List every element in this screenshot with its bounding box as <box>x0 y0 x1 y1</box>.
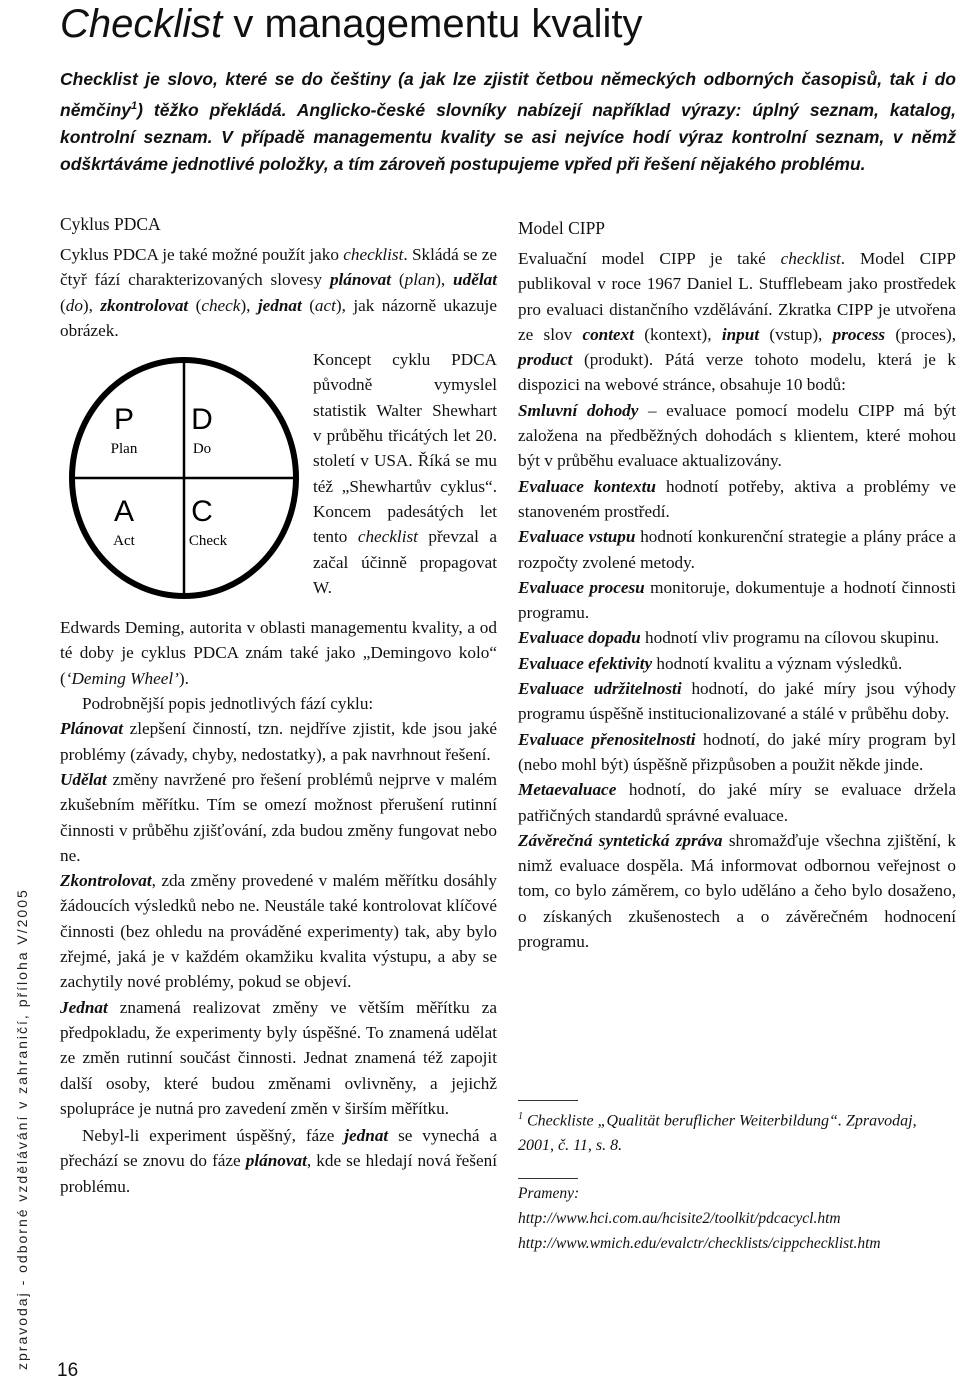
term: plánovat <box>329 270 392 290</box>
cipp-item-term: Evaluace udržitelnosti <box>518 679 682 699</box>
text: Edwards Deming, autorita v oblasti managementu kvality, a od té doby je cyklus PDCA znám také jako „Demingovo kolo“ ( <box>60 618 497 688</box>
text: ( <box>60 295 66 315</box>
pdca-paragraph-1 <box>60 242 497 343</box>
intro-paragraph <box>60 66 956 178</box>
term: zkontrolovat <box>100 295 189 315</box>
text: zlepšení činností, tzn. nejdříve zjistit, kde jsou jaké problémy (závady, chyby, nedostatky), a pak navrhnout řešení. <box>60 719 497 764</box>
cipp-item <box>518 777 956 828</box>
pdca-letter-a: A <box>113 495 135 529</box>
term: Plánovat <box>60 719 124 739</box>
text: Koncept cyklu PDCA původně vymyslel statistik Walter Shewhart v průběhu třicátých let 20. století v USA. Říká se mu též „Shewhartův cyklus“. Koncem padesátých let tento <box>313 350 497 547</box>
text: ). <box>178 668 189 688</box>
footnote-number: 1 <box>518 1111 523 1122</box>
footnote-ref: 1 <box>131 100 138 112</box>
cipp-item-list <box>518 398 956 955</box>
text: checklist <box>357 527 418 547</box>
pdca-phase-check <box>60 868 497 994</box>
text: plan <box>404 270 436 290</box>
text: (proces), <box>885 324 956 344</box>
text: převzal a začal účinně propagovat W. <box>313 527 498 597</box>
term: jednat <box>257 295 302 315</box>
cipp-item <box>518 651 956 676</box>
pdca-word-plan: Plan <box>110 441 138 458</box>
cipp-item-term: Evaluace procesu <box>518 577 645 597</box>
source-link[interactable]: http://www.hci.com.au/hcisite2/toolkit/pdcacycl.htm <box>518 1210 841 1227</box>
side-running-label: zpravodaj - odborné vzdělávání v zahraničí, příloha V/2005 <box>14 888 30 1370</box>
pdca-phase-do <box>60 767 497 868</box>
text: znamená realizovat změny ve větším měřítku za předpokladu, že experimenty byly úspěšné. To znamená udělat ze změn rutinní součást činnosti. Jednat znamená též zapojit další osoby, které budou změnami ovlivněny, a jejichž spolupráce je nutná pro zavedení změn v širším měřítku. <box>60 997 497 1118</box>
cipp-item-term: Závěrečná syntetická zpráva <box>518 830 723 850</box>
footnote-divider <box>518 1100 578 1101</box>
pdca-phase-plan <box>60 716 497 767</box>
pdca-word-act: Act <box>113 533 135 550</box>
cipp-item-text: – evaluace pomocí modelu CIPP má být založena na předběžných dohodách s klientem, které mohou být v průběhu evaluace aktualizovány. <box>518 400 956 471</box>
term: process <box>832 324 886 344</box>
cipp-item <box>518 524 956 575</box>
text: Evaluační model CIPP je také <box>518 249 781 268</box>
pdca-figure-block <box>60 347 497 615</box>
term: plánovat <box>245 1151 307 1171</box>
text: (produkt). Pátá verze tohoto modelu, která je k dispozici na webové stránce, obsahuje 10 bodů: <box>518 350 956 395</box>
pdca-letter-p: P <box>113 403 135 437</box>
pdca-paragraph-last <box>60 1123 497 1199</box>
sources-label: Prameny: <box>518 1185 580 1202</box>
cipp-item-term: Evaluace vstupu <box>518 527 636 547</box>
cipp-item-term: Evaluace přenositelnosti <box>518 729 696 749</box>
text: ( <box>301 295 315 315</box>
cipp-item <box>518 398 956 474</box>
term: jednat <box>344 1126 389 1146</box>
term: product <box>518 350 573 370</box>
cipp-item <box>518 625 956 650</box>
cipp-item-text: hodnotí potřeby, aktiva a problémy ve stanoveném prostředí. <box>518 476 956 521</box>
pdca-column <box>60 212 497 1199</box>
sources <box>518 1181 956 1256</box>
term: input <box>721 324 760 344</box>
text: checklist <box>780 249 841 268</box>
pdca-paragraph-3: Podrobnější popis jednotlivých fází cyklu: <box>82 694 374 714</box>
cipp-item-text: hodnotí vliv programu na cílovou skupinu. <box>640 628 940 648</box>
text: . Skládá se ze čtyř fází charakterizovaných slovesy <box>60 245 497 290</box>
title-italic: Checklist <box>60 2 223 46</box>
cipp-column <box>518 216 956 954</box>
cipp-item-text: shromažďuje všechna zjištění, k nimž evaluace dospěla. Má informovat odbornou veřejnost o tom, co bylo záměrem, co bylo uděláno a čeho bylo dosaženo, o získaných zkušenostech a o závěrečném hodnocení programu. <box>518 830 956 952</box>
footnote-text: Checkliste „Qualität beruflicher Weiterbildung“. Zpravodaj, 2001, č. 11, s. 8. <box>518 1112 917 1155</box>
pdca-word-check: Check <box>188 533 228 550</box>
text: do <box>65 295 83 315</box>
pdca-caption <box>313 347 497 600</box>
pdca-heading: Cyklus PDCA <box>60 214 161 234</box>
text: změny navržené pro řešení problémů nejprve v malém zkušebním měřítku. Tím se omezí možnost přerušení rutinní činnosti v průběhu zjišťování, zda budou změny fungovat nebo ne. <box>60 769 497 865</box>
term: udělat <box>453 270 497 290</box>
cipp-item-term: Evaluace efektivity <box>518 653 653 673</box>
text: ), jak názorně ukazuje obrázek. <box>60 295 497 340</box>
cipp-item <box>518 727 956 778</box>
text: (kontext), <box>634 324 722 344</box>
text: (vstup), <box>759 324 833 344</box>
source-link[interactable]: http://www.wmich.edu/evalctr/checklists/cippchecklist.htm <box>518 1235 881 1252</box>
term: context <box>582 324 634 344</box>
pdca-word-do: Do <box>192 441 212 458</box>
text: checklist <box>343 245 404 264</box>
page-title <box>60 0 642 48</box>
text: , kde se hledají nová řešení problému. <box>60 1151 497 1196</box>
pdca-cycle-diagram <box>60 349 308 607</box>
page-number: 16 <box>57 1360 79 1381</box>
cipp-item-term: Evaluace dopadu <box>518 628 641 648</box>
text: ( <box>391 270 405 290</box>
text: ), <box>435 270 454 290</box>
cipp-item-text: hodnotí kvalitu a význam výsledků. <box>652 653 903 673</box>
cipp-item <box>518 474 956 525</box>
cipp-item <box>518 676 956 727</box>
text: . Model CIPP publikoval v roce 1967 Daniel L. Stufflebeam jako prostředek pro evaluaci distančního vzdělávání. Zkratka CIPP je utvořena ze slov <box>518 249 956 344</box>
sources-divider <box>518 1178 578 1179</box>
cipp-item <box>518 575 956 626</box>
text: se vynechá a přechází se znovu do fáze <box>60 1126 497 1171</box>
cipp-item-text: hodnotí, do jaké míry se evaluace držela patřičných standardů správné evaluace. <box>518 780 956 825</box>
text: ‘Deming Wheel’ <box>65 668 179 688</box>
intro-lead: Checklist <box>60 69 138 89</box>
text: ( <box>188 295 202 315</box>
intro-text-2: ) těžko překládá. Anglicko-české slovníky nabízejí například výrazy: úplný seznam, katalog, kontrolní seznam. V případě managementu kvality se asi nejvíce hodí výraz kontrolní seznam, v němž odškrtáváme jednotlivé položky, a tím zároveň postupujeme vpřed při řešení nějakého problému. <box>60 99 956 174</box>
cipp-item-term: Smluvní dohody <box>518 400 639 420</box>
term: Zkontrolovat <box>60 871 152 891</box>
pdca-paragraph-2 <box>60 615 497 691</box>
text: ), <box>240 295 258 315</box>
text: Nebyl-li experiment úspěšný, fáze <box>82 1126 345 1146</box>
cipp-item-text: hodnotí, do jaké míry jsou výhody programu úspěšně institucionalizované a stálé v průběhu doby. <box>518 679 957 724</box>
pdca-letter-c: C <box>191 495 213 529</box>
text: Cyklus PDCA je také možné použít jako <box>60 245 344 264</box>
text: , zda změny provedené v malém měřítku dosáhly žádoucích výsledků nebo ne. Neustále také kontrolovat klíčové činnosti (bez ohledu na prováděné experimenty) tak, aby bylo zřejmé, jaká je v každém okamžiku kvalita výstupu, a aby se zachytily nové problémy, pokud se objeví. <box>60 871 497 992</box>
text: ), <box>82 295 101 315</box>
cipp-item-term: Metaevaluace <box>518 780 617 800</box>
text: act <box>314 295 336 315</box>
cipp-item-text: hodnotí konkurenční strategie a plány práce a rozpočty zvolené metody. <box>518 527 956 572</box>
term: Jednat <box>60 997 108 1017</box>
footnote <box>518 1104 956 1158</box>
pdca-letter-d: D <box>191 403 213 437</box>
cipp-item-term: Evaluace kontextu <box>518 476 656 496</box>
pdca-phase-act <box>60 995 497 1121</box>
cipp-item-text: hodnotí, do jaké míry program byl (nebo mohl být) úspěšně přizpůsoben a použit někde jinde. <box>518 729 956 774</box>
cipp-paragraph-1 <box>518 246 956 398</box>
text: check <box>201 295 241 315</box>
intro-text: je slovo, které se do češtiny (a jak lze zjistit četbou německých odborných časopisů, tak i do němčiny <box>60 69 956 120</box>
title-rest: v managementu kvality <box>222 2 643 46</box>
cipp-item <box>518 828 956 954</box>
term: Udělat <box>60 769 107 789</box>
cipp-item-text: monitoruje, dokumentuje a hodnotí činnosti programu. <box>518 577 956 623</box>
cipp-heading: Model CIPP <box>518 218 606 238</box>
